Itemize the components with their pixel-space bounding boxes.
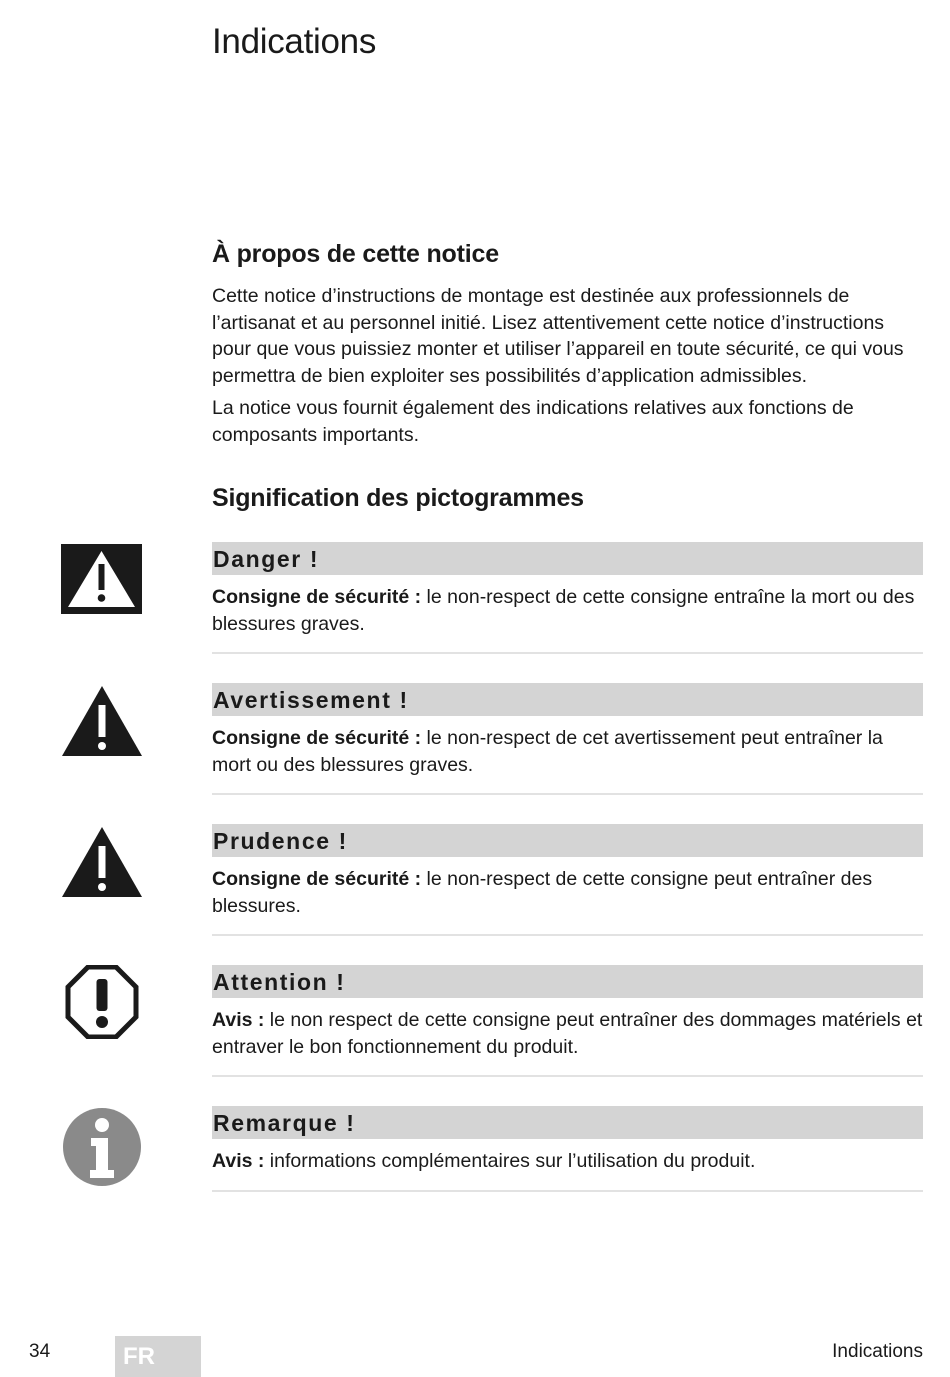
page-title: Indications (212, 22, 377, 61)
notice-remark-lead: Avis : (212, 1150, 265, 1172)
notice-attention (212, 965, 923, 1077)
about-paragraph-1: Cette notice d’instructions de montage est destinée aux professionnels de l’artisanat et au personnel initié. Lisez attentivement cette notice d’instructions pour que vous puissiez monter et utiliser l’appareil en toute sécurité, ce qui vous permettra de bien exploiter ses possibilités d’application admissibles. (212, 285, 904, 387)
notice-danger-body: le non-respect de cette consigne entraîne la mort ou des blessures graves. (212, 586, 915, 635)
about-heading: À propos de cette notice (212, 240, 499, 268)
footer-section-title: Indications (832, 1341, 923, 1362)
notice-attention-body: le non respect de cette consigne peut entraîner des dommages matériels et entraver le bon fonctionnement du produit. (212, 1009, 923, 1058)
notice-warning-text (212, 725, 923, 778)
notice-caution-label: Prudence ! (212, 824, 923, 857)
notice-caution-lead: Consigne de sécurité : (212, 868, 422, 890)
notice-caution-body: le non-respect de cette consigne peut entraîner des blessures. (212, 868, 873, 917)
notice-danger-label: Danger ! (212, 542, 923, 575)
notice-attention-text (212, 1007, 923, 1060)
notice-remark-text (212, 1148, 923, 1175)
attention-octagon-icon (61, 965, 143, 1039)
caution-triangle-icon (61, 824, 143, 898)
notice-caution (212, 824, 923, 936)
warning-triangle-icon (61, 683, 143, 757)
info-circle-icon (61, 1106, 143, 1180)
notice-warning-label: Avertissement ! (212, 683, 923, 716)
notice-caution-text (212, 866, 923, 919)
notice-remark-body: informations complémentaires sur l’utilisation du produit. (264, 1150, 756, 1172)
notice-attention-label: Attention ! (212, 965, 923, 998)
notice-attention-lead: Avis : (212, 1009, 265, 1031)
notice-danger-text (212, 584, 923, 637)
notice-warning-body: le non-respect de cet avertissement peut entraîner la mort ou des blessures graves. (212, 727, 883, 776)
notice-warning (212, 683, 923, 795)
language-badge: FR (115, 1336, 201, 1377)
notice-remark-label: Remarque ! (212, 1106, 923, 1139)
notice-danger-lead: Consigne de sécurité : (212, 586, 422, 608)
about-paragraph-2: La notice vous fournit également des indications relatives aux fonctions de composants importants. (212, 397, 854, 446)
pictograms-heading: Signification des pictogrammes (212, 484, 584, 512)
notice-warning-lead: Consigne de sécurité : (212, 727, 422, 749)
notice-remark (212, 1106, 923, 1192)
danger-warning-square-icon (61, 542, 143, 616)
main-content (212, 240, 923, 1221)
notice-danger (212, 542, 923, 654)
page-number: 34 (29, 1341, 51, 1362)
